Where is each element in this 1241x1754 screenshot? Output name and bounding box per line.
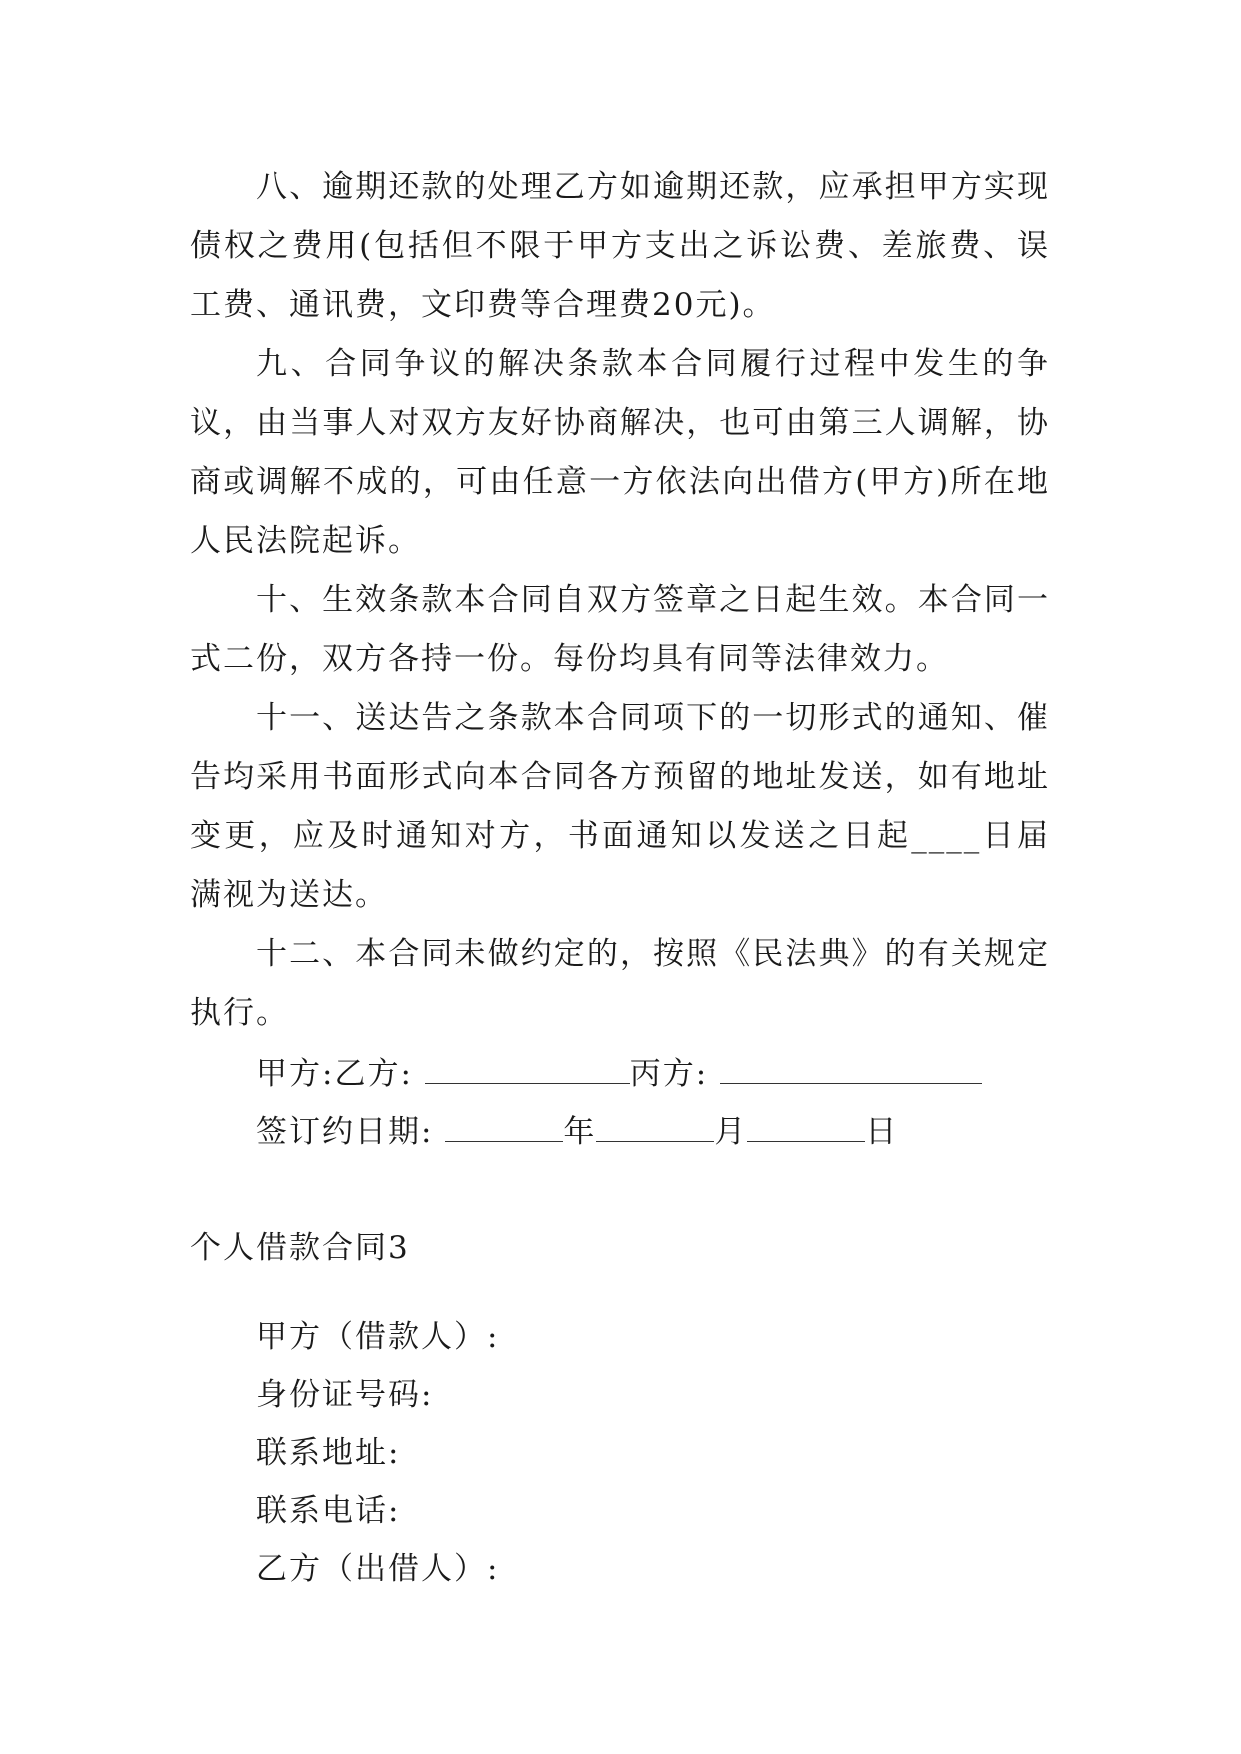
document-page [190, 158, 1050, 1598]
month-label: 月 [714, 1114, 748, 1150]
party-a-label: 甲方: [256, 1056, 335, 1092]
section-title: 个人借款合同3 [190, 1230, 410, 1266]
clause-8: 八、逾期还款的处理乙方如逾期还款，应承担甲方实现债权之费用(包括但不限于甲方支出之诉讼费、差旅费、误工费、通讯费，文印费等合理费20元)。 [190, 169, 1050, 323]
clause-11: 十一、送达告之条款本合同项下的一切形式的通知、催告均采用书面形式向本合同各方预留的地址发送，如有地址变更，应及时通知对方，书面通知以发送之日起____日届满视为送达。 [190, 700, 1050, 913]
signature-block [190, 1045, 1050, 1161]
date-line [190, 1103, 1050, 1161]
year-label: 年 [563, 1114, 597, 1150]
party-signature-line [190, 1045, 1050, 1103]
party-b-label: 乙方: [334, 1056, 413, 1092]
day-blank [747, 1119, 865, 1142]
clause-12: 十二、本合同未做约定的，按照《民法典》的有关规定执行。 [190, 936, 1050, 1031]
field-address: 联系地址: [256, 1435, 401, 1471]
year-blank [445, 1119, 563, 1142]
clause-10: 十、生效条款本合同自双方签章之日起生效。本合同一式二份，双方各持一份。每份均具有同等法律效力。 [190, 582, 1050, 677]
party-c-label: 丙方: [629, 1056, 709, 1092]
party-c-blank [720, 1061, 982, 1084]
party-b-blank [425, 1061, 630, 1084]
day-label: 日 [865, 1114, 899, 1150]
field-id-number: 身份证号码: [256, 1377, 434, 1413]
date-label: 签订约日期: [256, 1114, 434, 1150]
field-lender: 乙方（出借人）: [256, 1551, 500, 1587]
field-borrower: 甲方（借款人）: [256, 1319, 500, 1355]
field-phone: 联系电话: [256, 1493, 401, 1529]
clause-9: 九、合同争议的解决条款本合同履行过程中发生的争议，由当事人对双方友好协商解决，也可由第三人调解，协商或调解不成的，可由任意一方依法向出借方(甲方)所在地人民法院起诉。 [190, 346, 1050, 559]
month-blank [596, 1119, 714, 1142]
